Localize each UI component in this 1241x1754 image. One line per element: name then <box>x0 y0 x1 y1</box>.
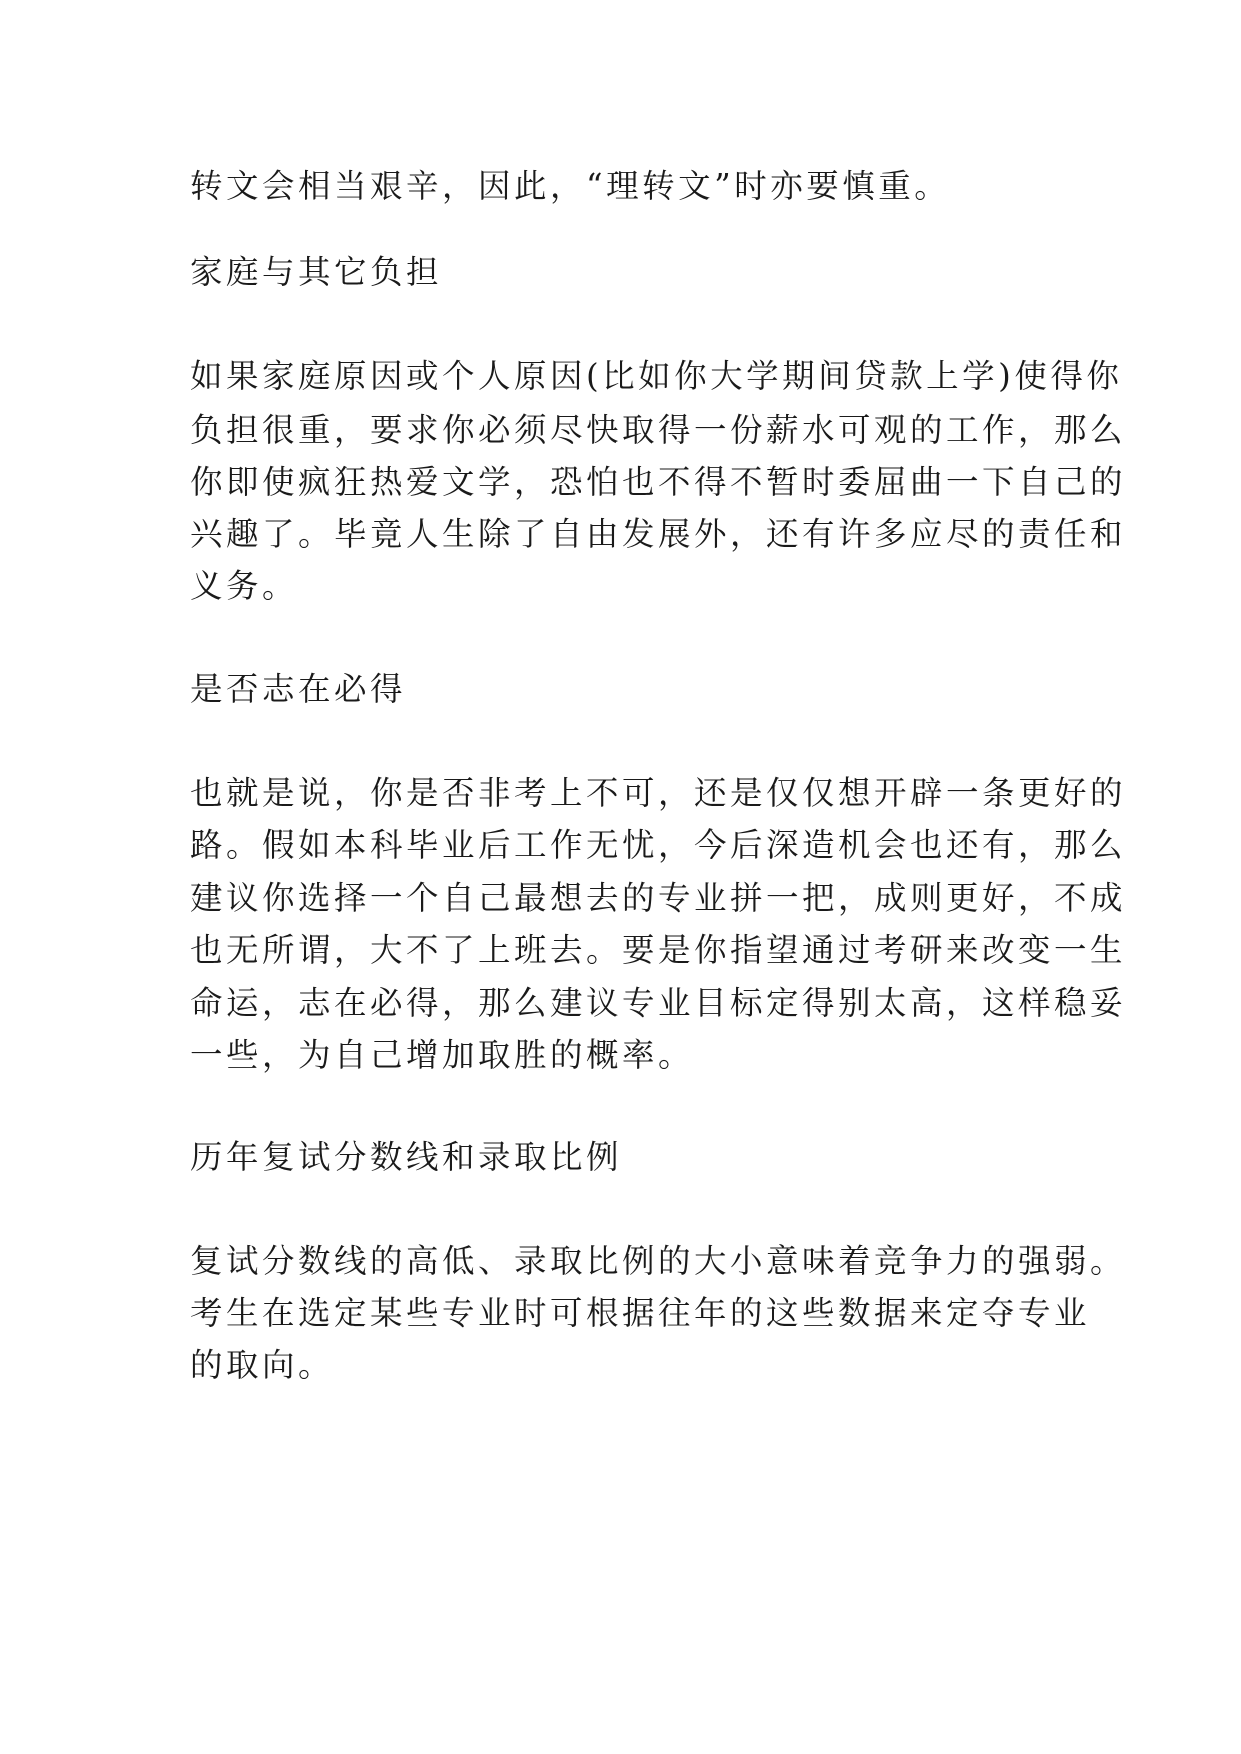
paragraph-line: 转文会相当艰辛，因此，“理转文”时亦要慎重。 <box>190 167 951 205</box>
paragraph-line: 一些，为自己增加取胜的概率。 <box>190 1036 695 1074</box>
paragraph-line: 建议你选择一个自己最想去的专业拼一把，成则更好，不成 <box>190 879 1127 917</box>
paragraph-line: 路。假如本科毕业后工作无忧，今后深造机会也还有，那么 <box>190 826 1127 864</box>
paragraph-line: 也就是说，你是否非考上不可，还是仅仅想开辟一条更好的 <box>190 774 1127 812</box>
paragraph-line: 考生在选定某些专业时可根据往年的这些数据来定夺专业 <box>190 1294 1091 1332</box>
paragraph-line: 兴趣了。毕竟人生除了自由发展外，还有许多应尽的责任和 <box>190 515 1127 553</box>
section-heading: 家庭与其它负担 <box>190 253 443 291</box>
paragraph-line: 负担很重，要求你必须尽快取得一份薪水可观的工作，那么 <box>190 411 1127 449</box>
section-heading: 历年复试分数线和录取比例 <box>190 1138 623 1176</box>
section-heading: 是否志在必得 <box>190 670 407 708</box>
paragraph-line: 如果家庭原因或个人原因(比如你大学期间贷款上学)使得你 <box>190 357 1123 395</box>
paragraph-line: 你即使疯狂热爱文学，恐怕也不得不暂时委屈曲一下自己的 <box>190 463 1127 501</box>
paragraph-line: 复试分数线的高低、录取比例的大小意味着竞争力的强弱。 <box>190 1242 1127 1280</box>
paragraph-line: 的取向。 <box>190 1346 335 1384</box>
paragraph-line: 义务。 <box>190 567 299 605</box>
paragraph-line: 也无所谓，大不了上班去。要是你指望通过考研来改变一生 <box>190 931 1127 969</box>
paragraph-line: 命运，志在必得，那么建议专业目标定得别太高，这样稳妥 <box>190 984 1127 1022</box>
